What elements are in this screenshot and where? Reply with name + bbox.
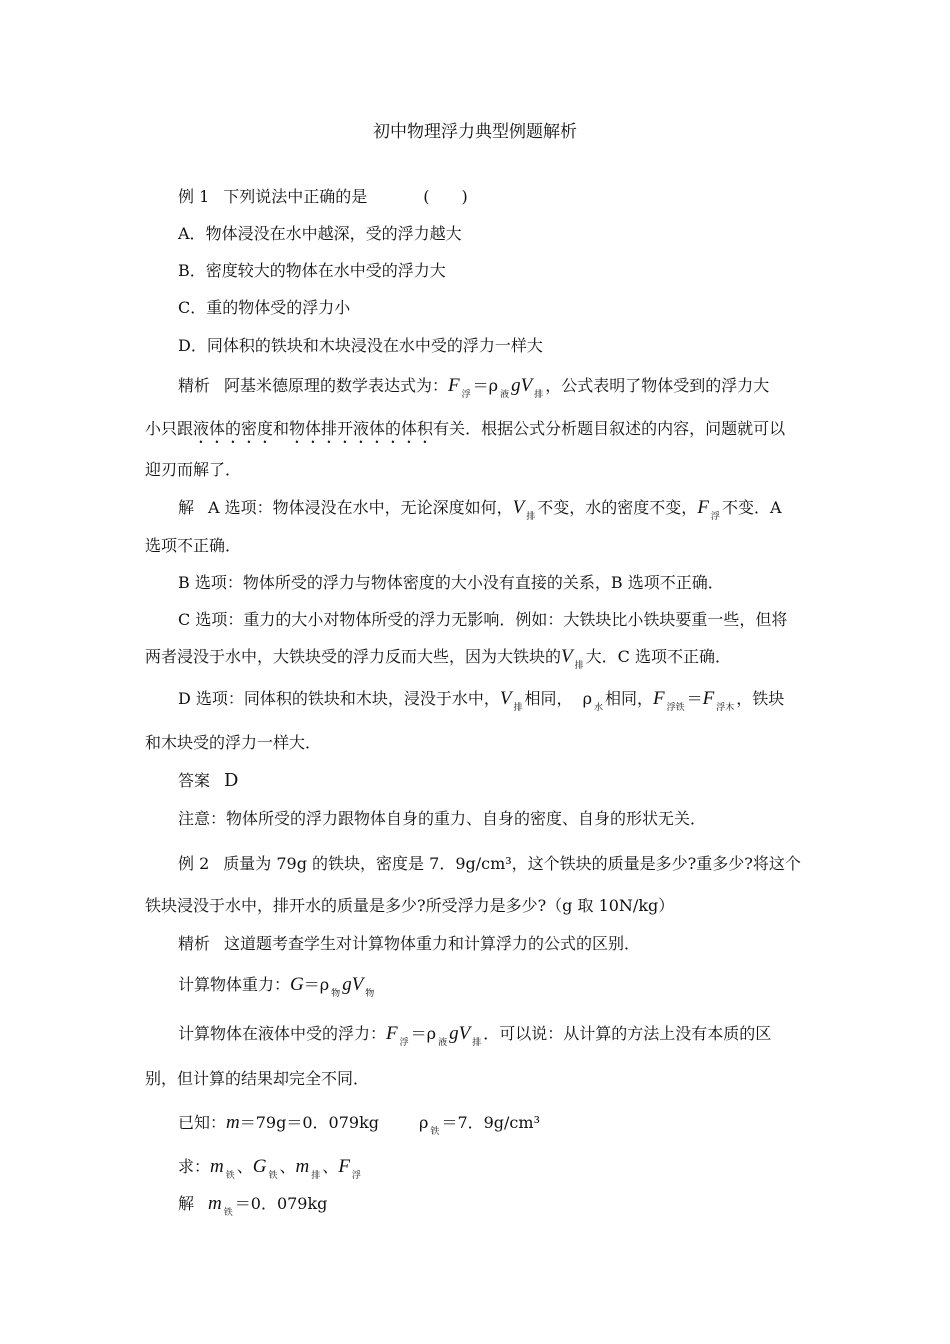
example-2-head: 例 2 (178, 854, 210, 873)
answer-paren: ( ) (423, 187, 468, 206)
solution-b: B 选项：物体所受的浮力与物体密度的大小没有直接的关系，B 选项不正确． (178, 573, 724, 592)
analysis-line-3: 迎刃而解了． (145, 460, 242, 479)
option-a: A．物体浸没在水中越深，受的浮力越大 (178, 224, 462, 243)
known-line: 已知：m＝79g＝0．079kg ρ $_铁$ ＝7．9g/cm³ (178, 1112, 540, 1137)
option-c: C．重的物体受的浮力小 (178, 298, 351, 317)
analysis-line-1: 精析 阿基米德原理的数学表达式为：F $_浮$ ＝ρ $_液$ gV $_排$ ，公式表明了物体受到的浮力大 (178, 375, 770, 400)
page-title: 初中物理浮力典型例题解析 (373, 122, 577, 142)
emphasis-liquid-density: 液体的密度 (193, 419, 274, 438)
buoyancy-line-2: 别，但计算的结果却完全不同． (145, 1069, 370, 1088)
solution-c-line-2: 两者浸没于水中，大铁块受的浮力反而大些，因为大铁块的V $_排$ 大．C 选项不正确． (145, 646, 731, 671)
analysis-line-2: 小只跟液体的密度和物体排开液体的体积有关．根据公式分析题目叙述的内容，问题就可以 (145, 419, 786, 438)
solution-a-line-2: 选项不正确． (145, 536, 242, 555)
solution-d-line-2: 和木块受的浮力一样大． (145, 733, 322, 752)
question-text: 下列说法中正确的是 (223, 187, 368, 206)
answer-line: 答案 D (178, 770, 239, 791)
example-2-analysis: 精析 这道题考查学生对计算物体重力和计算浮力的公式的区别． (178, 934, 641, 953)
gravity-formula-line: 计算物体重力：G＝ρ $_物$ gV $_物$ (178, 974, 375, 999)
find-line: 求：m $_铁$ 、G $_铁$ 、m $_排$ 、F $_浮$ (178, 1156, 361, 1181)
emphasis-displaced-volume: 物体排开液体的体积 (289, 419, 434, 438)
example-1-head: 例 1 (178, 187, 210, 206)
solution-c-line-1: C 选项：重力的大小对物体所受的浮力无影响．例如：大铁块比小铁块要重一些，但将 (178, 610, 788, 629)
note-line: 注意：物体所受的浮力跟物体自身的重力、自身的密度、自身的形状无关． (178, 809, 707, 828)
solution-a-line-1: 解 A 选项：物体浸没在水中，无论深度如何，V $_排$ 不变，水的密度不变，F $_浮$ 不变．A (178, 497, 782, 522)
example-2-line-1: 例 2 质量为 79g 的铁块，密度是 7．9g/cm³，这个铁块的质量是多少?重多少?将这个 (178, 854, 801, 873)
option-b: B．密度较大的物体在水中受的浮力大 (178, 261, 446, 280)
example-2-line-2: 铁块浸没于水中，排开水的质量是多少?所受浮力是多少?（g 取 10N/kg） (145, 896, 675, 915)
solution-d-line-1: D 选项：同体积的铁块和木块，浸没于水中，V $_排$ 相同， ρ $_水$ 相同，F $_{浮铁}$ ＝F $_{浮木}$ ，铁块 (178, 688, 785, 713)
answer-value: D (224, 770, 239, 791)
option-d: D．同体积的铁块和木块浸没在水中受的浮力一样大 (178, 336, 543, 355)
example-1-question (178, 187, 468, 207)
solution-m-line: 解 m $_铁$ ＝0．079kg (178, 1193, 328, 1218)
buoyancy-formula-line: 计算物体在液体中受的浮力：F $_浮$ ＝ρ $_液$ gV $_排$ ．可以说：从计算的方法上没有本质的区 (178, 1023, 772, 1048)
